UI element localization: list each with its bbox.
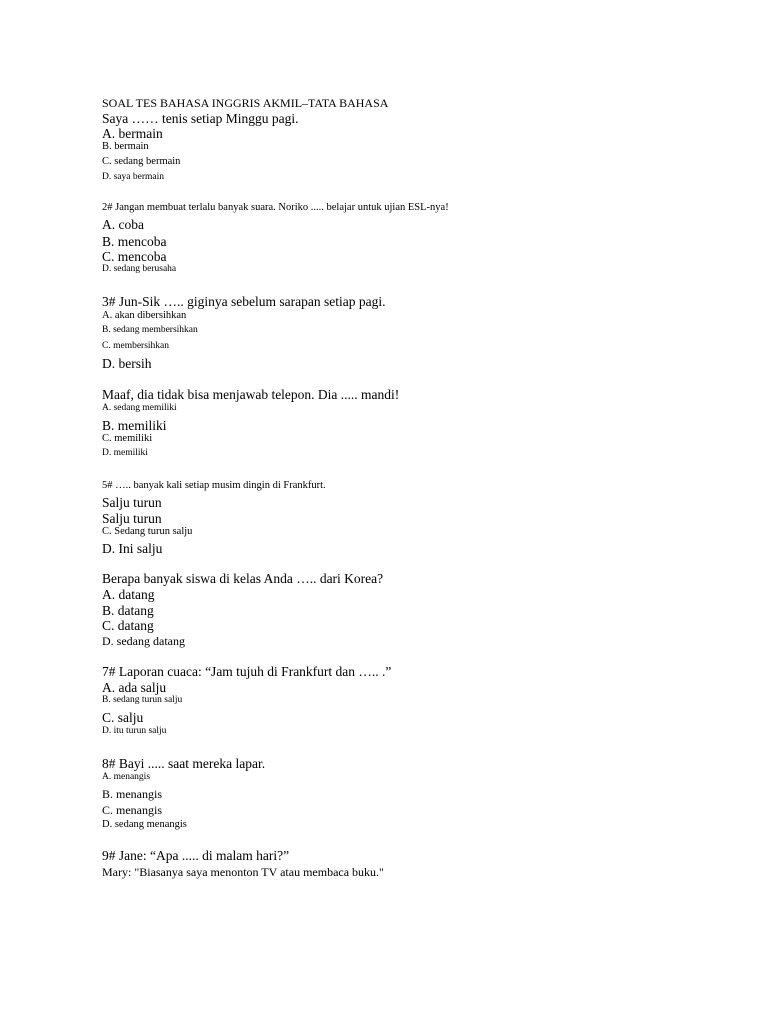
question-8-option-a: A. menangis [102, 772, 151, 782]
question-6-option-a: A. datang [102, 587, 155, 602]
question-7-option-b: B. sedang turun salju [102, 695, 183, 705]
question-5-option-a: Salju turun [102, 495, 162, 510]
document-title: SOAL TES BAHASA INGGRIS AKMIL–TATA BAHASA [102, 96, 389, 110]
question-6-option-c: C. datang [102, 618, 154, 633]
question-4-option-b: B. memiliki [102, 418, 167, 433]
question-5-option-c: C. Sedang turun salju [102, 526, 193, 537]
question-4-option-d: D. memiliki [102, 448, 148, 458]
question-3-option-b: B. sedang membersihkan [102, 325, 198, 335]
question-5-prompt: 5# ….. banyak kali setiap musim dingin di Frankfurt. [102, 480, 326, 491]
question-7-option-c: C. salju [102, 710, 144, 725]
question-4-option-c: C. memiliki [102, 433, 153, 444]
question-6-option-d: D. sedang datang [102, 634, 185, 648]
question-4-option-a: A. sedang memiliki [102, 403, 177, 413]
question-3-prompt: 3# Jun-Sik ….. giginya sebelum sarapan setiap pagi. [102, 294, 386, 309]
question-5-option-b: Salju turun [102, 511, 162, 526]
question-1-option-d: D. saya bermain [102, 172, 164, 182]
question-8-option-d: D. sedang menangis [102, 819, 187, 830]
question-8-option-c: C. menangis [102, 803, 162, 817]
question-1-prompt: Saya …… tenis setiap Minggu pagi. [102, 111, 299, 126]
question-5-option-d: D. Ini salju [102, 541, 163, 556]
question-7-option-d: D. itu turun salju [102, 726, 167, 736]
question-6-prompt: Berapa banyak siswa di kelas Anda ….. dari Korea? [102, 571, 384, 586]
question-2-option-a: A. coba [102, 217, 144, 232]
question-2-prompt: 2# Jangan membuat terlalu banyak suara. Noriko ..... belajar untuk ujian ESL-nya! [102, 202, 449, 213]
question-3-option-d: D. bersih [102, 356, 152, 371]
question-4-prompt: Maaf, dia tidak bisa menjawab telepon. Dia ..... mandi! [102, 387, 400, 402]
question-8-prompt: 8# Bayi ..... saat mereka lapar. [102, 756, 266, 771]
question-7-prompt: 7# Laporan cuaca: “Jam tujuh di Frankfurt dan ….. .” [102, 664, 392, 679]
question-3-option-a: A. akan dibersihkan [102, 310, 187, 321]
question-1-option-a: A. bermain [102, 126, 163, 141]
question-1-option-c: C. sedang bermain [102, 156, 181, 167]
question-1-option-b: B. bermain [102, 141, 149, 152]
question-9-answer: Mary: "Biasanya saya menonton TV atau membaca buku." [102, 865, 384, 879]
question-6-option-b: B. datang [102, 603, 154, 618]
question-2-option-c: C. mencoba [102, 249, 167, 264]
question-8-option-b: B. menangis [102, 787, 162, 801]
question-2-option-b: B. mencoba [102, 234, 167, 249]
question-7-option-a: A. ada salju [102, 680, 167, 695]
question-9-prompt: 9# Jane: “Apa ..... di malam hari?” [102, 848, 290, 863]
question-3-option-c: C. membersihkan [102, 341, 170, 351]
question-2-option-d: D. sedang berusaha [102, 264, 177, 274]
